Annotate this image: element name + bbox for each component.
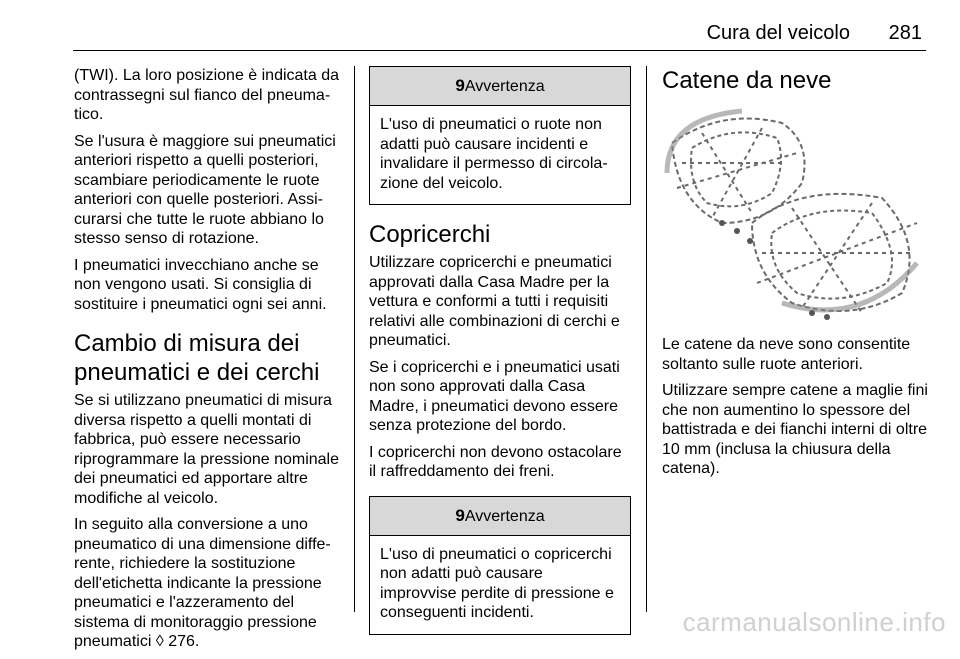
paragraph-aging: I pneumatici invecchiano anche se non vengono usati. Si consiglia di sostituire i pneumatici ogni sei anni. xyxy=(74,256,327,313)
watermark: carmanualsonline.info xyxy=(682,607,946,637)
warning-header xyxy=(370,67,630,106)
warning-text: L'uso di pneumatici o copricerchi non adatti può causare improvvise perdite di pressione e conseguenti incidenti. xyxy=(380,545,614,621)
warning-title: Avvertenza xyxy=(464,507,545,525)
paragraph-twi: (TWI). La loro posizione è indicata da contrassegni sul fianco del pneuma-tico. xyxy=(74,67,340,123)
warning-box-wheels xyxy=(369,66,631,205)
warning-icon: 9 xyxy=(455,76,465,95)
section-heading-hubcaps: Copricerchi xyxy=(369,221,491,248)
paragraph-chains-front: Le catene da neve sono consentite soltanto sulle ruote anteriori. xyxy=(662,336,911,373)
paragraph-conversion xyxy=(74,515,344,652)
warning-text: L'uso di pneumatici o ruote non adatti può causare incidenti e invalidare il permesso di circola-zione del veicolo. xyxy=(380,116,608,192)
page-title: Cura del veicolo xyxy=(706,22,850,44)
paragraph-hubcaps-cooling: I copricerchi non devono ostacolare il raffreddamento dei freni. xyxy=(369,443,622,480)
warning-header xyxy=(370,497,630,536)
column-divider-right xyxy=(646,66,647,612)
snow-chains-illustration xyxy=(662,103,924,323)
paragraph-hubcaps-protection: Se i copricerchi e i pneumatici usati non sono approvati dalla Casa Madre, i pneumatici devono essere senza protezione del bordo. xyxy=(369,358,620,434)
page-number: 281 xyxy=(888,22,922,44)
section-heading-snow-chains: Catene da neve xyxy=(662,67,832,94)
column-divider-left xyxy=(354,66,355,612)
warning-title: Avvertenza xyxy=(464,78,545,95)
paragraph-size-change: Se si utilizzano pneumatici di misura diversa rispetto a quelli montati di fabbrica, può essere necessario riprogrammare la pressione nominale dei pneumatici ed apportare altre modifiche al veicolo. xyxy=(74,392,340,507)
paragraph-conversion-text: In seguito alla conversione a uno pneumatico di una dimensione diffe-rente, richiedere la sostituzione dell'etichetta indicante la pressione pneumatici e l'azzeramento del sistema di monitoraggio pressione pneumatici xyxy=(74,516,331,650)
warning-box-hubcaps xyxy=(369,496,631,635)
page-reference-icon: ◊ xyxy=(155,633,164,650)
right-column xyxy=(662,66,928,486)
section-heading-tire-size: Cambio di misura dei pneumatici e dei cerchi xyxy=(74,330,320,386)
header-divider xyxy=(73,50,926,51)
middle-column xyxy=(369,66,631,635)
paragraph-hubcaps-approved: Utilizzare copricerchi e pneumatici approvati dalla Casa Madre per la vettura e conformi a tutti i requisiti relativi alle combinazioni di cerchi e pneumatici. xyxy=(369,254,620,349)
warning-icon: 9 xyxy=(455,505,465,525)
paragraph-rotation: Se l'usura è maggiore sui pneumatici anteriori rispetto a quelli posteriori, scambiare periodicamente le ruote anteriori con quelle posteriori. Assi-curarsi che tutte le ruote abbiano lo stesso senso di rotazione. xyxy=(74,132,336,247)
page-reference-link[interactable]: 276. xyxy=(168,633,200,650)
paragraph-chains-fine-links: Utilizzare sempre catene a maglie fini che non aumentino lo spessore del battistrada e dei fianchi interni di oltre 10 mm (inclusa la chiusura della catena). xyxy=(662,382,928,477)
left-column xyxy=(74,66,344,659)
